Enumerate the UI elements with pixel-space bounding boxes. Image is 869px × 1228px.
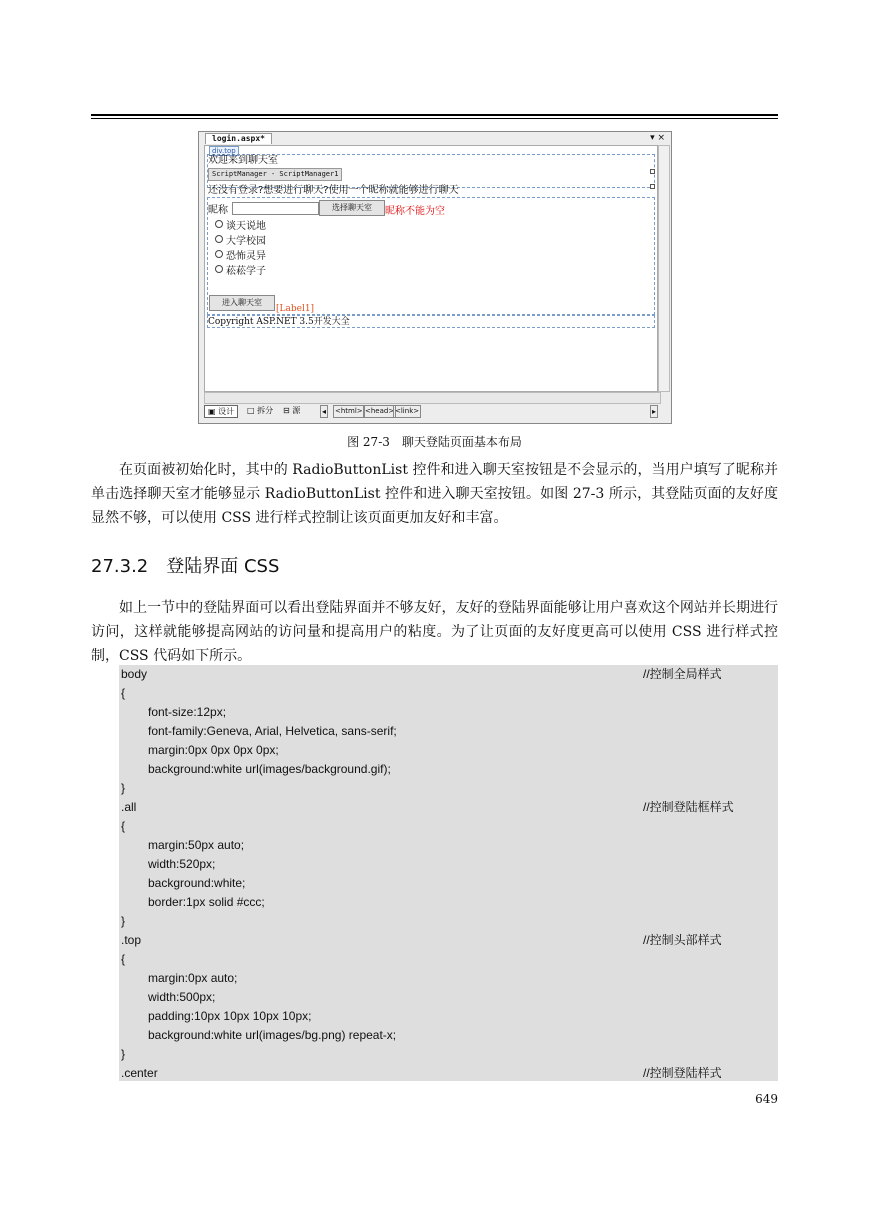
code-line: } — [121, 781, 126, 795]
code-line: font-family:Geneva, Arial, Helvetica, sans-serif; — [148, 724, 397, 738]
resize-handle[interactable] — [650, 184, 655, 189]
paragraph-1-text: 在页面被初始化时，其中的 RadioButtonList 控件和进入聊天室按钮是不会显示的，当用户填写了昵称并单击选择聊天室才能够显示 RadioButtonList 控件和进入聊天室按钮。如图 27-3 所示，其登陆页面的友好度显然不够，可以使用 CSS 进行样式控制让该页面更加友好和丰富。 — [91, 462, 778, 526]
document-tab-bar — [199, 132, 671, 144]
welcome-text: 欢迎来到聊天室 — [208, 155, 278, 166]
design-canvas — [204, 145, 658, 392]
page-number: 649 — [755, 1092, 778, 1106]
section-heading: 27.3.2 登陆界面 CSS — [91, 556, 280, 577]
tag-nav-right-icon[interactable]: ▸ — [652, 407, 657, 416]
room-label: 谈天说地 — [226, 221, 266, 232]
view-tab-split[interactable]: □ 拆分 — [247, 406, 274, 415]
code-line: .center — [121, 1066, 158, 1080]
designer-screenshot — [198, 131, 672, 424]
select-room-button[interactable]: 选择聊天室 — [319, 200, 385, 216]
room-radio-4[interactable] — [215, 265, 266, 278]
horizontal-scrollbar[interactable] — [204, 392, 661, 404]
script-manager-control: ScriptManager - ScriptManager1 — [208, 168, 342, 181]
login-prompt: 还没有登录?想要进行聊天?使用一个昵称就能够进行聊天 — [208, 185, 459, 196]
code-line: width:520px; — [148, 857, 216, 871]
code-line: } — [121, 914, 126, 928]
code-line: background:white url(images/background.gif); — [148, 762, 391, 776]
nickname-label: 昵称 — [208, 205, 228, 216]
vertical-scrollbar[interactable] — [658, 145, 670, 392]
nickname-input[interactable] — [232, 202, 319, 215]
code-comment: //控制登陆框样式 — [643, 800, 734, 814]
tab-controls[interactable]: ▾ × — [650, 133, 665, 143]
code-line: { — [121, 686, 126, 700]
validation-message: 昵称不能为空 — [385, 206, 445, 217]
code-line: width:500px; — [148, 990, 216, 1004]
tag-html[interactable]: <html> — [333, 405, 365, 418]
code-line: background:white; — [148, 876, 246, 890]
radio-circle-icon — [215, 235, 223, 243]
code-line: { — [121, 819, 126, 833]
tag-nav-left-icon[interactable]: ◂ — [322, 407, 327, 416]
copyright-text: Copyright ASP.NET 3.5开发大全 — [208, 317, 350, 327]
code-line: padding:10px 10px 10px 10px; — [148, 1009, 312, 1023]
view-tab-label: 拆分 — [257, 406, 274, 415]
code-block — [119, 665, 778, 1081]
room-label: 大学校园 — [226, 236, 266, 247]
header-rule-thick — [91, 114, 778, 116]
view-tab-design[interactable]: ▣ 设计 — [204, 405, 238, 418]
enter-room-button[interactable]: 进入聊天室 — [209, 295, 275, 311]
view-tab-label: 设计 — [218, 407, 235, 416]
code-line: font-size:12px; — [148, 705, 227, 719]
room-radio-2[interactable] — [215, 235, 266, 248]
document-tab[interactable]: login.aspx* — [205, 133, 272, 144]
code-line: margin:50px auto; — [148, 838, 245, 852]
code-line: .top — [121, 933, 142, 947]
tag-link[interactable]: <link> — [393, 405, 421, 418]
code-comment: //控制头部样式 — [643, 933, 722, 947]
resize-handle[interactable] — [650, 169, 655, 174]
room-radio-3[interactable] — [215, 250, 266, 263]
code-line: .all — [121, 800, 137, 814]
code-line: } — [121, 1047, 126, 1061]
tag-head[interactable]: <head> — [363, 405, 396, 418]
radio-circle-icon — [215, 250, 223, 258]
view-tab-source[interactable]: ⊟ 源 — [283, 406, 301, 415]
header-rule-thin — [91, 118, 778, 119]
code-line: body — [121, 667, 148, 681]
div-tag-label: div.top — [209, 146, 239, 156]
code-line: margin:0px 0px 0px 0px; — [148, 743, 279, 757]
view-bar — [204, 404, 666, 418]
radio-circle-icon — [215, 220, 223, 228]
code-comment: //控制登陆样式 — [643, 1066, 722, 1080]
label1-control: [Label1] — [276, 304, 315, 314]
code-line: border:1px solid #ccc; — [148, 895, 265, 909]
room-label: 恐怖灵异 — [226, 251, 266, 262]
paragraph-2 — [91, 596, 778, 668]
room-radio-1[interactable] — [215, 220, 266, 233]
room-label: 菘菘学子 — [226, 266, 266, 277]
radio-circle-icon — [215, 265, 223, 273]
paragraph-2-text: 如上一节中的登陆界面可以看出登陆界面并不够友好，友好的登陆界面能够让用户喜欢这个网站并长期进行访问，这样就能够提高网站的访问量和提高用户的粘度。为了让页面的友好度更高可以使用 CSS 进行样式控制，CSS 代码如下所示。 — [91, 600, 778, 664]
code-comment: //控制全局样式 — [643, 667, 722, 681]
code-line: margin:0px auto; — [148, 971, 238, 985]
figure-caption: 图 27-3 聊天登陆页面基本布局 — [347, 435, 522, 449]
code-line: { — [121, 952, 126, 966]
view-tab-label: 源 — [292, 406, 301, 415]
paragraph-1 — [91, 458, 778, 530]
code-line: background:white url(images/bg.png) repeat-x; — [148, 1028, 397, 1042]
